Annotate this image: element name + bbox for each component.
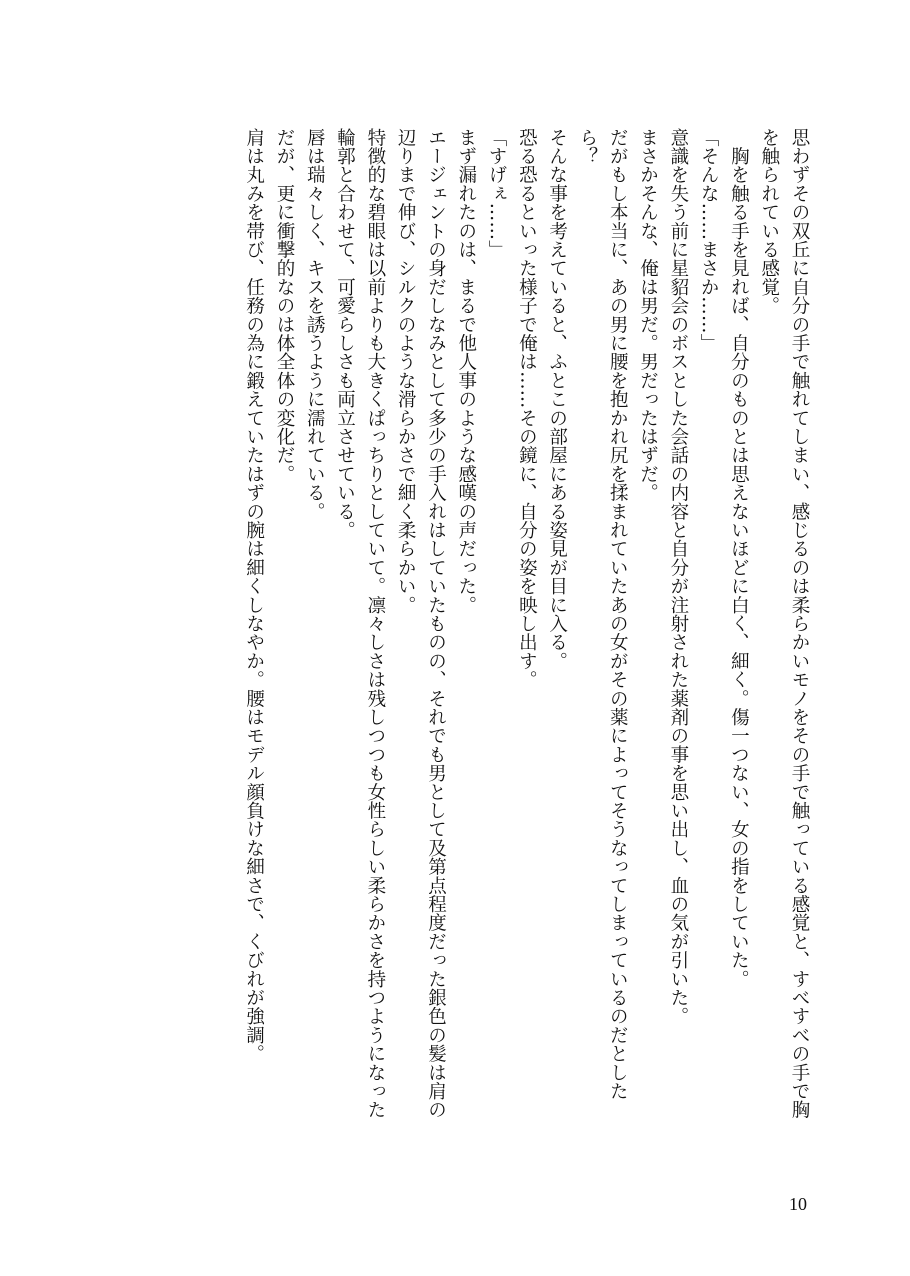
vertical-text-body [94,128,814,1128]
dialogue-line: 「すげぇ……」 [486,128,508,259]
paragraph: だが、更に衝撃的なのは体全体の変化だ。 [273,128,295,484]
paragraph: だがもし本当に、あの男に腰を抱かれ尻を揉まれていたあの女がその薬によってそうなってしまっているのだとしたら？ [576,128,629,1101]
page-number: 10 [789,1194,807,1214]
paragraph: 特徴的な碧眼は以前よりも大きくぱっちりとしていて。凛々しさは残しつつも女性らしい柔らかさを持つようになった輪郭と合わせて、可愛らしさも両立させている。 [334,128,386,1120]
paragraph: まさかそんな、俺は男だ。男だったはずだ。 [637,128,659,502]
paragraph: 肩は丸みを帯び、任務の為に鍛えていたはずの腕は細くしなやか。腰はモデル顔負けな細さで、くびれが強調。 [243,128,265,1063]
dialogue-line: 「そんな……まさか……」 [698,128,720,353]
paragraph: 思わずその双丘に自分の手で触れてしまい、感じるのは柔らかいモノをその手で触っている感覚と、すべすべの手で胸を触られている感覚。 [758,128,810,1120]
paragraph: 恐る恐るといった様子で俺は……その鏡に、自分の姿を映し出す。 [516,128,538,689]
paragraph: 唇は瑞々しく、キスを誘うように濡れている。 [304,128,326,521]
paragraph: 胸を触る手を見れば、自分のものとは思えないほどに白く、細く。傷一つない、女の指をしていた。 [728,128,750,989]
paragraph: 意識を失う前に星貂会のボスとした会話の内容と自分が注射された薬剤の事を思い出し、血の気が引いた。 [667,128,689,1026]
paragraph: そんな事を考えていると、ふとこの部屋にある姿見が目に入る。 [546,128,568,671]
paragraph: エージェントの身だしなみとして多少の手入れはしていたものの、それでも男として及第点程度だった銀色の髪は肩の辺りまで伸び、シルクのような滑らかさで細く柔らかい。 [395,128,447,1120]
paragraph: まず漏れたのは、まるで他人事のような感嘆の声だった。 [455,128,477,615]
